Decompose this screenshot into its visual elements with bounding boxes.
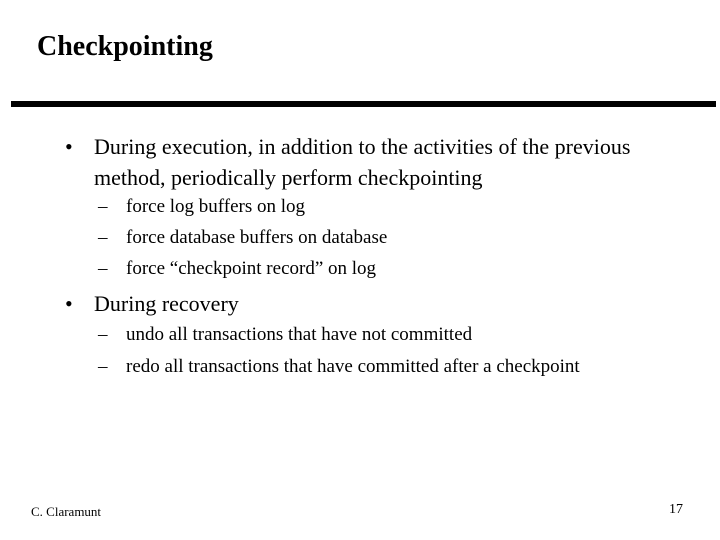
bullet-marker: • xyxy=(65,134,73,159)
sub-item xyxy=(98,226,387,250)
sub-item-text: undo all transactions that have not committed xyxy=(126,324,473,345)
sub-item-text: redo all transactions that have committed after a checkpoint xyxy=(126,356,580,377)
sub-item-text: force database buffers on database xyxy=(126,227,388,248)
sub-marker: – xyxy=(98,196,108,217)
sub-marker: – xyxy=(98,324,108,345)
bullet-text: During execution, in addition to the activities of the previous method, periodically perform checkpointing xyxy=(94,134,631,190)
sub-marker: – xyxy=(98,258,108,279)
slide-title: Checkpointing xyxy=(37,31,213,62)
page-number: 17 xyxy=(669,502,683,517)
sub-item xyxy=(98,355,580,379)
sub-item xyxy=(98,195,305,219)
sub-item xyxy=(98,257,376,281)
title-divider xyxy=(11,101,716,107)
footer-author: C. Claramunt xyxy=(31,504,102,519)
bullet-marker: • xyxy=(65,291,73,316)
bullet-item xyxy=(65,288,695,319)
bullet-item xyxy=(65,131,695,193)
sub-item xyxy=(98,323,472,347)
sub-marker: – xyxy=(98,356,108,377)
sub-marker: – xyxy=(98,227,108,248)
sub-item-text: force log buffers on log xyxy=(126,196,306,217)
bullet-text: During recovery xyxy=(94,291,239,316)
sub-item-text: force “checkpoint record” on log xyxy=(126,258,377,279)
